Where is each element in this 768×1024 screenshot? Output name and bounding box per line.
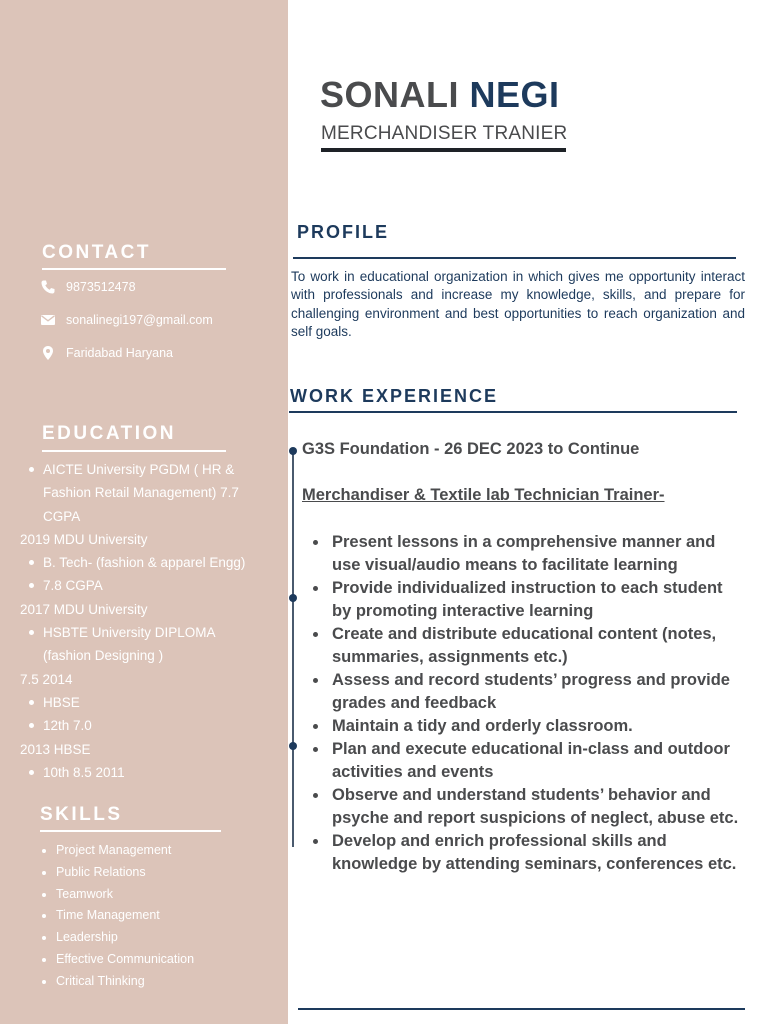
education-item: 7.8 CGPA [0, 574, 280, 597]
candidate-role: MERCHANDISER TRANIER [321, 123, 568, 144]
education-heading: EDUCATION [42, 423, 177, 444]
timeline-line [292, 450, 294, 847]
contact-heading: CONTACT [42, 242, 151, 263]
contact-location-row [40, 345, 173, 361]
mail-icon [40, 312, 56, 328]
duty-item: Observe and understand students’ behavior and psyche and report suspicions of neglect, abuse etc. [332, 784, 740, 830]
candidate-name [320, 74, 560, 116]
education-item: 2019 MDU University [20, 531, 148, 547]
skills-heading: SKILLS [40, 804, 123, 825]
job-duties [332, 531, 740, 876]
phone-icon [40, 279, 56, 295]
education-item: AICTE University PGDM ( HR & Fashion Retail Management) 7.7 CGPA [0, 458, 280, 528]
education-item: 12th 7.0 [0, 714, 280, 737]
education-item: 2013 HBSE [20, 741, 91, 757]
timeline-dot [289, 447, 297, 455]
duty-item: Create and distribute educational content (notes, summaries, assignments etc.) [332, 623, 740, 669]
skill-item: Critical Thinking [0, 971, 280, 993]
work-experience-divider [289, 411, 737, 413]
last-name: NEGI [469, 74, 560, 115]
education-item: 10th 8.5 2011 [0, 761, 280, 784]
profile-text: To work in educational organization in which gives me opportunity interact with professionals and increase my knowledge, skills, and prepare for challenging environment and best opportunities to reach organization and self goals. [291, 269, 745, 339]
education-item: B. Tech- (fashion & apparel Engg) [0, 551, 280, 574]
education-item: 7.5 2014 [20, 671, 73, 687]
profile-heading: PROFILE [297, 222, 390, 242]
role-underline [321, 148, 566, 152]
contact-phone: 9873512478 [66, 280, 136, 294]
work-experience-heading: WORK EXPERIENCE [290, 386, 499, 406]
contact-email[interactable]: sonalinegi197@gmail.com [66, 313, 213, 327]
first-name: SONALI [320, 74, 460, 115]
contact-email-row [40, 312, 213, 328]
bottom-divider [298, 1008, 745, 1010]
education-divider [42, 450, 226, 452]
education-list [0, 458, 280, 784]
skill-item: Effective Communication [0, 949, 280, 971]
education-item: 2017 MDU University [20, 601, 148, 617]
timeline-dot [289, 594, 297, 602]
sidebar [0, 0, 288, 1024]
timeline-dot [289, 742, 297, 750]
duty-item: Provide individualized instruction to each student by promoting interactive learning [332, 577, 740, 623]
skill-item: Teamwork [0, 884, 280, 906]
job-company: G3S Foundation - 26 DEC 2023 to Continue [302, 440, 640, 458]
skill-item: Public Relations [0, 862, 280, 884]
education-item: HBSE [0, 691, 280, 714]
skill-item: Project Management [0, 840, 280, 862]
duty-item: Assess and record students’ progress and provide grades and feedback [332, 669, 740, 715]
job-role: Merchandiser & Textile lab Technician Trainer- [302, 486, 665, 504]
duty-item: Plan and execute educational in-class and outdoor activities and events [332, 738, 740, 784]
duty-item: Maintain a tidy and orderly classroom. [332, 715, 740, 738]
skill-item: Leadership [0, 927, 280, 949]
skills-list [0, 840, 280, 993]
skills-divider [40, 830, 221, 832]
contact-divider [42, 268, 226, 270]
duty-item: Present lessons in a comprehensive manner and use visual/audio means to facilitate learning [332, 531, 740, 577]
contact-phone-row [40, 279, 136, 295]
contact-location: Faridabad Haryana [66, 346, 174, 360]
location-pin-icon [40, 345, 56, 361]
profile-divider [293, 257, 736, 259]
duty-item: Develop and enrich professional skills and knowledge by attending seminars, conferences etc. [332, 830, 740, 876]
education-item: HSBTE University DIPLOMA (fashion Designing ) [0, 621, 280, 668]
skill-item: Time Management [0, 905, 280, 927]
